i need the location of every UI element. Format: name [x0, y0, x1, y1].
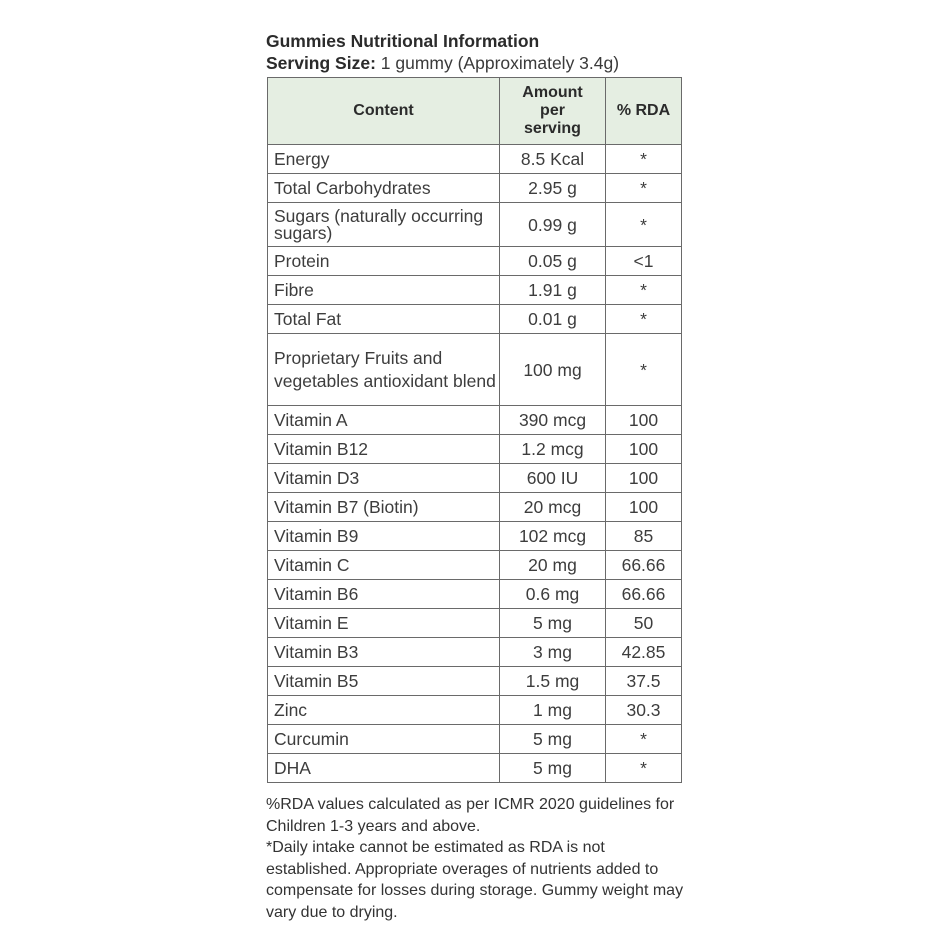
row-rda-cell: 50 — [606, 609, 682, 638]
column-header-amount: Amount per serving — [500, 78, 606, 145]
table-row — [268, 696, 682, 725]
table-row — [268, 145, 682, 174]
row-rda-cell: 85 — [606, 522, 682, 551]
row-rda-cell: * — [606, 725, 682, 754]
row-content-cell: Vitamin B12 — [268, 435, 500, 464]
table-row — [268, 522, 682, 551]
table-row — [268, 609, 682, 638]
row-rda-cell: 37.5 — [606, 667, 682, 696]
row-amount-cell: 600 IU — [500, 464, 606, 493]
row-content-cell: Vitamin B3 — [268, 638, 500, 667]
table-row — [268, 276, 682, 305]
table-row — [268, 406, 682, 435]
row-amount-cell: 0.6 mg — [500, 580, 606, 609]
column-header-rda: % RDA — [606, 78, 682, 145]
row-amount-cell: 0.01 g — [500, 305, 606, 334]
table-row — [268, 667, 682, 696]
row-content-cell: Proprietary Fruits and vegetables antioxidant blend — [268, 334, 500, 406]
row-amount-cell: 5 mg — [500, 609, 606, 638]
row-amount-cell: 1.91 g — [500, 276, 606, 305]
row-content-cell: Vitamin B7 (Biotin) — [268, 493, 500, 522]
row-content-cell: Vitamin B9 — [268, 522, 500, 551]
row-content-cell: Zinc — [268, 696, 500, 725]
page-title: Gummies Nutritional Information — [266, 31, 540, 51]
table-row — [268, 247, 682, 276]
row-amount-cell: 100 mg — [500, 334, 606, 406]
row-content-cell: Total Carbohydrates — [268, 174, 500, 203]
row-rda-cell: 66.66 — [606, 580, 682, 609]
row-amount-cell: 1.5 mg — [500, 667, 606, 696]
table-row — [268, 203, 682, 247]
row-content-cell: Vitamin A — [268, 406, 500, 435]
row-rda-cell: * — [606, 754, 682, 783]
nutrition-table — [267, 77, 682, 783]
row-amount-cell: 5 mg — [500, 725, 606, 754]
row-rda-cell: 30.3 — [606, 696, 682, 725]
table-row — [268, 435, 682, 464]
table-header-row — [268, 78, 682, 145]
table-row — [268, 551, 682, 580]
row-amount-cell: 1.2 mcg — [500, 435, 606, 464]
row-rda-cell: 100 — [606, 406, 682, 435]
row-amount-cell: 20 mcg — [500, 493, 606, 522]
table-row — [268, 464, 682, 493]
row-rda-cell: 100 — [606, 493, 682, 522]
row-content-cell: Curcumin — [268, 725, 500, 754]
row-rda-cell: 42.85 — [606, 638, 682, 667]
serving-size-label: Serving Size: — [266, 53, 376, 73]
nutrition-table-body — [268, 145, 682, 783]
table-row — [268, 638, 682, 667]
row-content-cell: Fibre — [268, 276, 500, 305]
row-amount-cell: 0.05 g — [500, 247, 606, 276]
row-content-cell: Protein — [268, 247, 500, 276]
footnote-daily-intake: *Daily intake cannot be estimated as RDA is not established. Appropriate overages of nutrients added to compensate for losses during storage. Gummy weight may vary due to drying. — [266, 839, 684, 921]
table-row — [268, 174, 682, 203]
row-rda-cell: * — [606, 203, 682, 247]
row-amount-cell: 8.5 Kcal — [500, 145, 606, 174]
row-rda-cell: * — [606, 334, 682, 406]
serving-size-value: 1 gummy (Approximately 3.4g) — [380, 53, 620, 73]
table-row — [268, 305, 682, 334]
row-amount-cell: 102 mcg — [500, 522, 606, 551]
row-content-cell: Vitamin B6 — [268, 580, 500, 609]
row-content-cell: Total Fat — [268, 305, 500, 334]
row-content-cell: DHA — [268, 754, 500, 783]
row-amount-cell: 0.99 g — [500, 203, 606, 247]
table-row — [268, 493, 682, 522]
row-amount-cell: 390 mcg — [500, 406, 606, 435]
row-content-cell: Vitamin C — [268, 551, 500, 580]
table-row — [268, 725, 682, 754]
table-row — [268, 334, 682, 406]
row-rda-cell: * — [606, 305, 682, 334]
row-amount-cell: 5 mg — [500, 754, 606, 783]
nutrition-panel — [266, 30, 686, 923]
row-rda-cell: 100 — [606, 435, 682, 464]
row-content-cell: Energy — [268, 145, 500, 174]
column-header-content: Content — [268, 78, 500, 145]
row-content-cell: Sugars (naturally occurring sugars) — [268, 203, 500, 247]
row-content-cell: Vitamin D3 — [268, 464, 500, 493]
row-content-cell: Vitamin E — [268, 609, 500, 638]
row-amount-cell: 20 mg — [500, 551, 606, 580]
row-rda-cell: * — [606, 145, 682, 174]
row-amount-cell: 3 mg — [500, 638, 606, 667]
footnote-rda: %RDA values calculated as per ICMR 2020 guidelines for Children 1-3 years and above. — [266, 796, 675, 835]
row-rda-cell: 100 — [606, 464, 682, 493]
row-content-cell: Vitamin B5 — [268, 667, 500, 696]
row-rda-cell: 66.66 — [606, 551, 682, 580]
row-rda-cell: * — [606, 174, 682, 203]
footnotes — [266, 794, 686, 923]
table-row — [268, 754, 682, 783]
serving-size — [266, 52, 686, 74]
table-row — [268, 580, 682, 609]
row-rda-cell: <1 — [606, 247, 682, 276]
row-rda-cell: * — [606, 276, 682, 305]
row-amount-cell: 2.95 g — [500, 174, 606, 203]
row-amount-cell: 1 mg — [500, 696, 606, 725]
